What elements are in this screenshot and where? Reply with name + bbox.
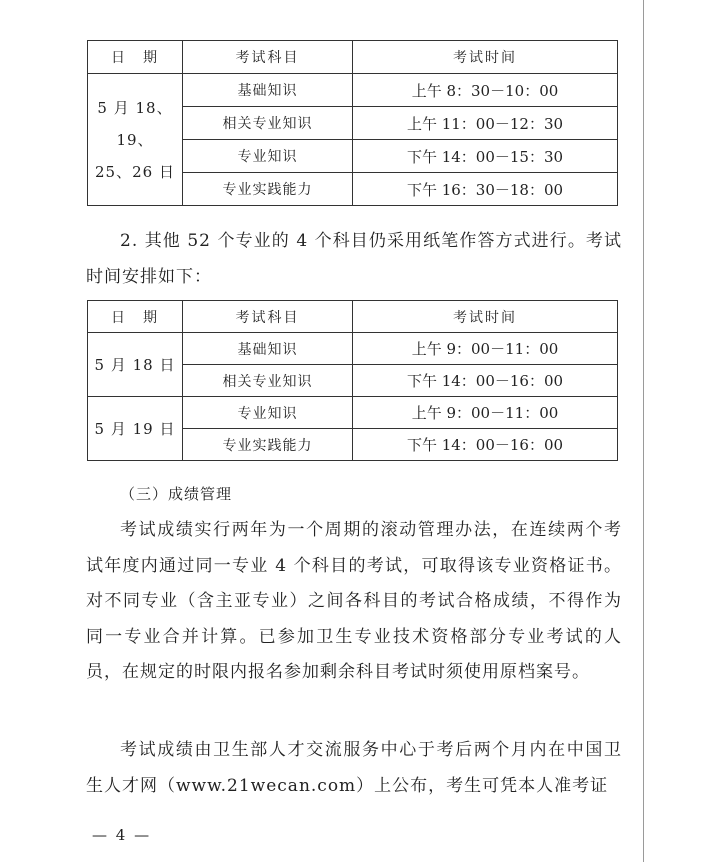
subject-cell: 专业实践能力	[183, 429, 353, 461]
subject-cell: 基础知识	[183, 74, 353, 107]
paragraph-score-management: 考试成绩实行两年为一个周期的滚动管理办法，在连续两个考试年度内通过同一专业 4 个科目的考试，可取得该专业资格证书。对不同专业（含主亚专业）之间各科目的考试合格成绩，不得作为同一专业合并计算。已参加卫生专业技术资格部分专业考试的人员，在规定的时限内报名参加剩余科目考试时须使用原档案号。	[86, 520, 622, 682]
table-header-row	[88, 41, 618, 74]
header-subject: 考试科目	[183, 301, 353, 333]
subject-cell: 相关专业知识	[183, 365, 353, 397]
header-time: 考试时间	[353, 41, 618, 74]
subject-cell: 专业实践能力	[183, 173, 353, 206]
table-row	[88, 74, 618, 107]
subject-cell: 基础知识	[183, 333, 353, 365]
section-heading-score-management: （三）成绩管理	[120, 485, 233, 503]
time-cell: 下午 14：00－15：30	[353, 140, 618, 173]
header-subject: 考试科目	[183, 41, 353, 74]
subject-cell: 专业知识	[183, 397, 353, 429]
date-cell	[88, 74, 183, 206]
header-date: 日 期	[88, 301, 183, 333]
header-time: 考试时间	[353, 301, 618, 333]
table-row	[88, 333, 618, 365]
date-line: 5 月 18、19、	[97, 98, 173, 149]
paragraph-other-specialties: 2. 其他 52 个专业的 4 个科目仍采用纸笔作答方式进行。考试时间安排如下：	[86, 231, 622, 287]
exam-schedule-table-computer	[87, 40, 618, 206]
time-cell: 上午 11：00－12：30	[353, 107, 618, 140]
page-edge-line	[643, 0, 644, 862]
table-header-row	[88, 301, 618, 333]
date-cell: 5 月 18 日	[88, 333, 183, 397]
date-cell: 5 月 19 日	[88, 397, 183, 461]
paragraph-score-publication: 考试成绩由卫生部人才交流服务中心于考后两个月内在中国卫生人才网（www.21wecan.com）上公布，考生可凭本人准考证	[86, 740, 622, 796]
date-line: 25、26 日	[95, 162, 175, 181]
header-date: 日 期	[88, 41, 183, 74]
time-cell: 下午 16：30－18：00	[353, 173, 618, 206]
exam-schedule-table-paper	[87, 300, 618, 461]
time-cell: 上午 9：00－11：00	[353, 333, 618, 365]
subject-cell: 专业知识	[183, 140, 353, 173]
table-row	[88, 397, 618, 429]
time-cell: 下午 14：00－16：00	[353, 365, 618, 397]
time-cell: 上午 9：00－11：00	[353, 397, 618, 429]
time-cell: 上午 8：30－10：00	[353, 74, 618, 107]
page-number: — 4 —	[92, 826, 152, 844]
subject-cell: 相关专业知识	[183, 107, 353, 140]
time-cell: 下午 14：00－16：00	[353, 429, 618, 461]
